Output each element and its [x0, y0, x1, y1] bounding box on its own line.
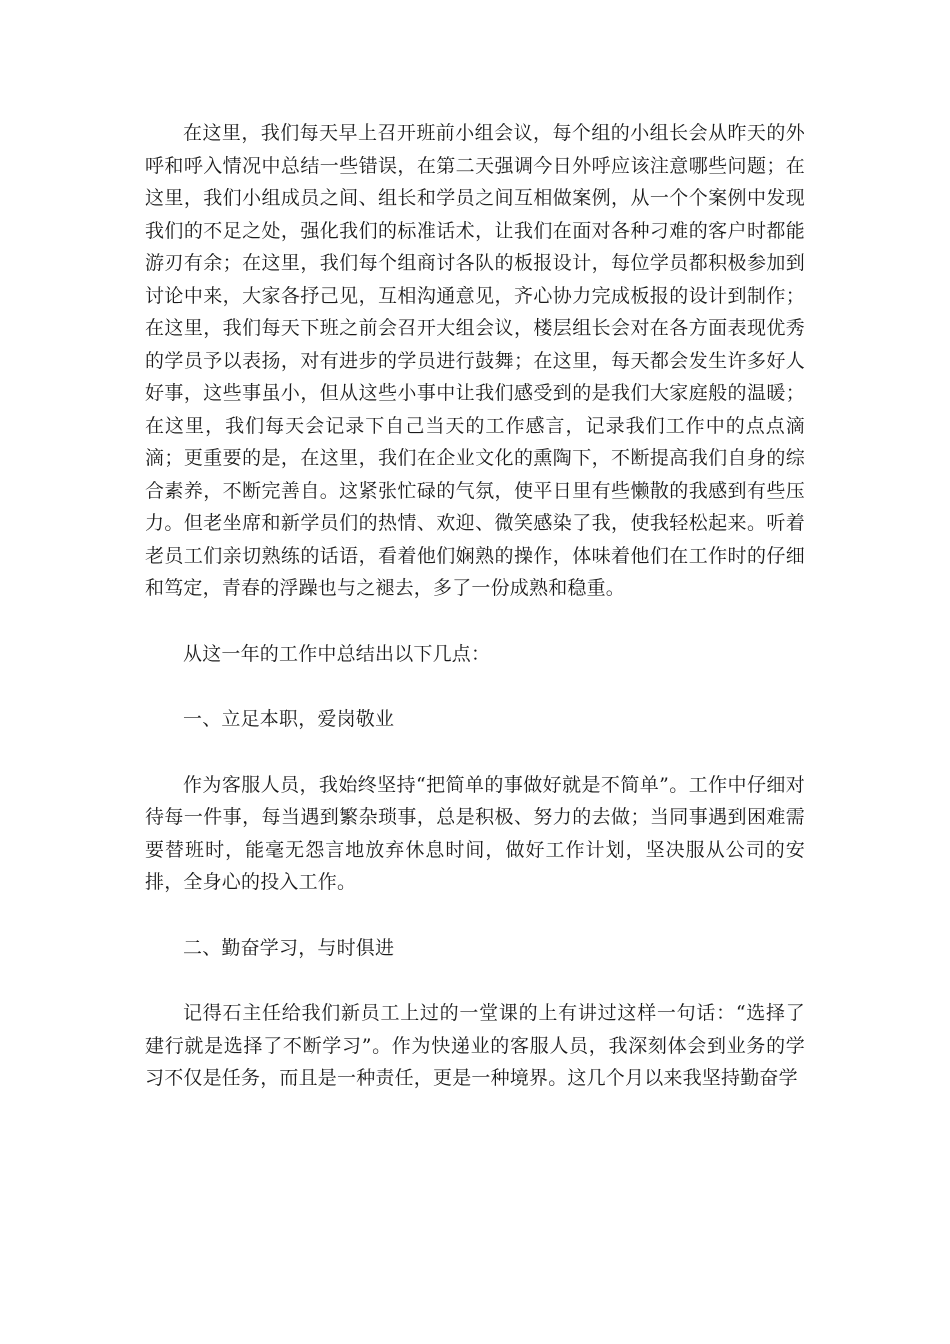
body-paragraph-2: 作为客服人员，我始终坚持“把简单的事做好就是不简单”。工作中仔细对待每一件事，每当遇到繁杂琐事，总是积极、努力的去做；当同事遇到困难需要替班时，能毫无怨言地放弃休息时间，做好工作计划，坚决服从公司的安排，全身心的投入工作。	[145, 773, 805, 893]
document-body	[145, 117, 805, 1095]
section-heading-1: 一、立足本职，爱岗敬业	[183, 708, 395, 730]
body-paragraph-3: 记得石主任给我们新员工上过的一堂课的上有讲过这样一句话：“选择了建行就是选择了不断学习”。作为快递业的客服人员，我深刻体会到业务的学习不仅是任务，而且是一种责任，更是一种境界。这几个月以来我坚持勤奋学	[145, 1002, 805, 1089]
body-paragraph-1: 在这里，我们每天早上召开班前小组会议，每个组的小组长会从昨天的外呼和呼入情况中总结一些错误，在第二天强调今日外呼应该注意哪些问题；在这里，我们小组成员之间、组长和学员之间互相做案例，从一个个案例中发现我们的不足之处，强化我们的标准话术，让我们在面对各种刁难的客户时都能游刃有余；在这里，我们每个组商讨各队的板报设计，每位学员都积极参加到讨论中来，大家各抒己见，互相沟通意见，齐心协力完成板报的设计到制作；在这里，我们每天下班之前会召开大组会议，楼层组长会对在各方面表现优秀的学员予以表扬，对有进步的学员进行鼓舞；在这里，每天都会发生许多好人好事，这些事虽小，但从这些小事中让我们感受到的是我们大家庭般的温暖；在这里，我们每天会记录下自己当天的工作感言，记录我们工作中的点点滴滴；更重要的是，在这里，我们在企业文化的熏陶下，不断提高我们自身的综合素养，不断完善自。这紧张忙碌的气氛，使平日里有些懒散的我感到有些压力。但老坐席和新学员们的热情、欢迎、微笑感染了我，使我轻松起来。听着老员工们亲切熟练的话语，看着他们娴熟的操作，体味着他们在工作时的仔细和笃定，青春的浮躁也与之褪去，多了一份成熟和稳重。	[145, 122, 805, 599]
section-heading-2: 二、勤奋学习，与时俱进	[183, 936, 395, 959]
summary-intro-paragraph: 从这一年的工作中总结出以下几点：	[183, 642, 491, 665]
